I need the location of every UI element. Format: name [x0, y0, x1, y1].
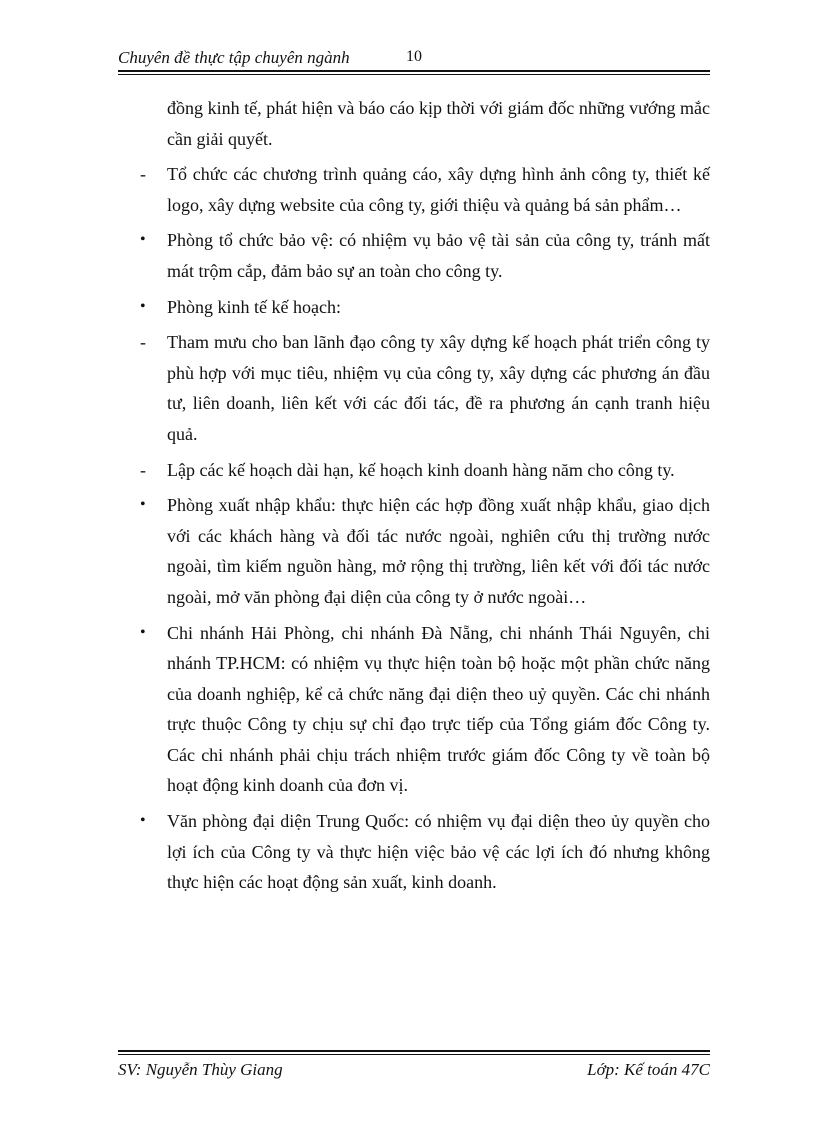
bullet-item — [140, 806, 710, 898]
dash-marker: - — [140, 164, 146, 185]
dash-item — [140, 327, 710, 449]
dash-marker: - — [140, 332, 146, 353]
paragraph-text: Chi nhánh Hải Phòng, chi nhánh Đà Nẵng, chi nhánh Thái Nguyên, chi nhánh TP.HCM: có nhiệm vụ thực hiện toàn bộ hoặc một phần chức năng của doanh nghiệp, kể cả chức năng đại diện theo uỷ quyền. Các chi nhánh trực thuộc Công ty chịu sự chỉ đạo trực tiếp của Tổng giám đốc Công ty. Các chi nhánh phải chịu trách nhiệm trước giám đốc Công ty về toàn bộ hoạt động kinh doanh của đơn vị. — [167, 622, 710, 796]
body-content — [140, 93, 710, 898]
dash-item — [140, 455, 710, 486]
bullet-marker: • — [140, 496, 146, 514]
paragraph-text: Văn phòng đại diện Trung Quốc: có nhiệm vụ đại diện theo ủy quyền cho lợi ích của Công ty và thực hiện việc bảo vệ các lợi ích đó nhưng không thực hiện các hoạt động sản xuất, kinh doanh. — [167, 811, 710, 893]
header-rule — [118, 70, 710, 75]
bullet-item — [140, 618, 710, 802]
page-number: 10 — [406, 48, 422, 65]
dash-item — [140, 159, 710, 220]
footer-rule — [118, 1050, 710, 1055]
dash-marker: - — [140, 459, 146, 480]
bullet-item — [140, 225, 710, 286]
bullet-marker: • — [140, 812, 146, 830]
paragraph-continuation — [140, 93, 710, 154]
paragraph-text: Phòng tổ chức bảo vệ: có nhiệm vụ bảo vệ tài sản của công ty, tránh mất mát trộm cắp, đảm bảo sự an toàn cho công ty. — [167, 230, 710, 281]
bullet-marker: • — [140, 297, 146, 315]
paragraph-text: đồng kinh tế, phát hiện và báo cáo kịp thời với giám đốc những vướng mắc cần giải quyết. — [167, 98, 710, 149]
bullet-marker: • — [140, 623, 146, 641]
bullet-item — [140, 292, 710, 323]
bullet-item — [140, 490, 710, 612]
paragraph-text: Phòng xuất nhập khẩu: thực hiện các hợp đồng xuất nhập khẩu, giao dịch với các khách hàng và đối tác nước ngoài, nghiên cứu thị trường nước ngoài, tìm kiếm nguồn hàng, mở rộng thị trường, liên kết với đối tác nước ngoài, mở văn phòng đại diện của công ty ở nước ngoài… — [167, 495, 710, 607]
footer-class: Lớp: Kế toán 47C — [587, 1060, 710, 1079]
paragraph-text: Phòng kinh tế kế hoạch: — [167, 296, 341, 317]
footer-student: SV: Nguyễn Thùy Giang — [118, 1060, 283, 1079]
page-header — [118, 44, 710, 70]
paragraph-text: Lập các kế hoạch dài hạn, kế hoạch kinh doanh hàng năm cho công ty. — [167, 459, 675, 480]
header-title: Chuyên đề thực tập chuyên ngành — [118, 48, 350, 67]
paragraph-text: Tham mưu cho ban lãnh đạo công ty xây dựng kế hoạch phát triển công ty phù hợp với mục tiêu, nhiệm vụ của công ty, xây dựng các phương án đầu tư, liên doanh, liên kết với các đối tác, đề ra phương án cạnh tranh hiệu quả. — [167, 332, 710, 444]
paragraph-text: Tổ chức các chương trình quảng cáo, xây dựng hình ảnh công ty, thiết kế logo, xây dựng website của công ty, giới thiệu và quảng bá sản phẩm… — [167, 164, 710, 215]
bullet-marker: • — [140, 231, 146, 249]
